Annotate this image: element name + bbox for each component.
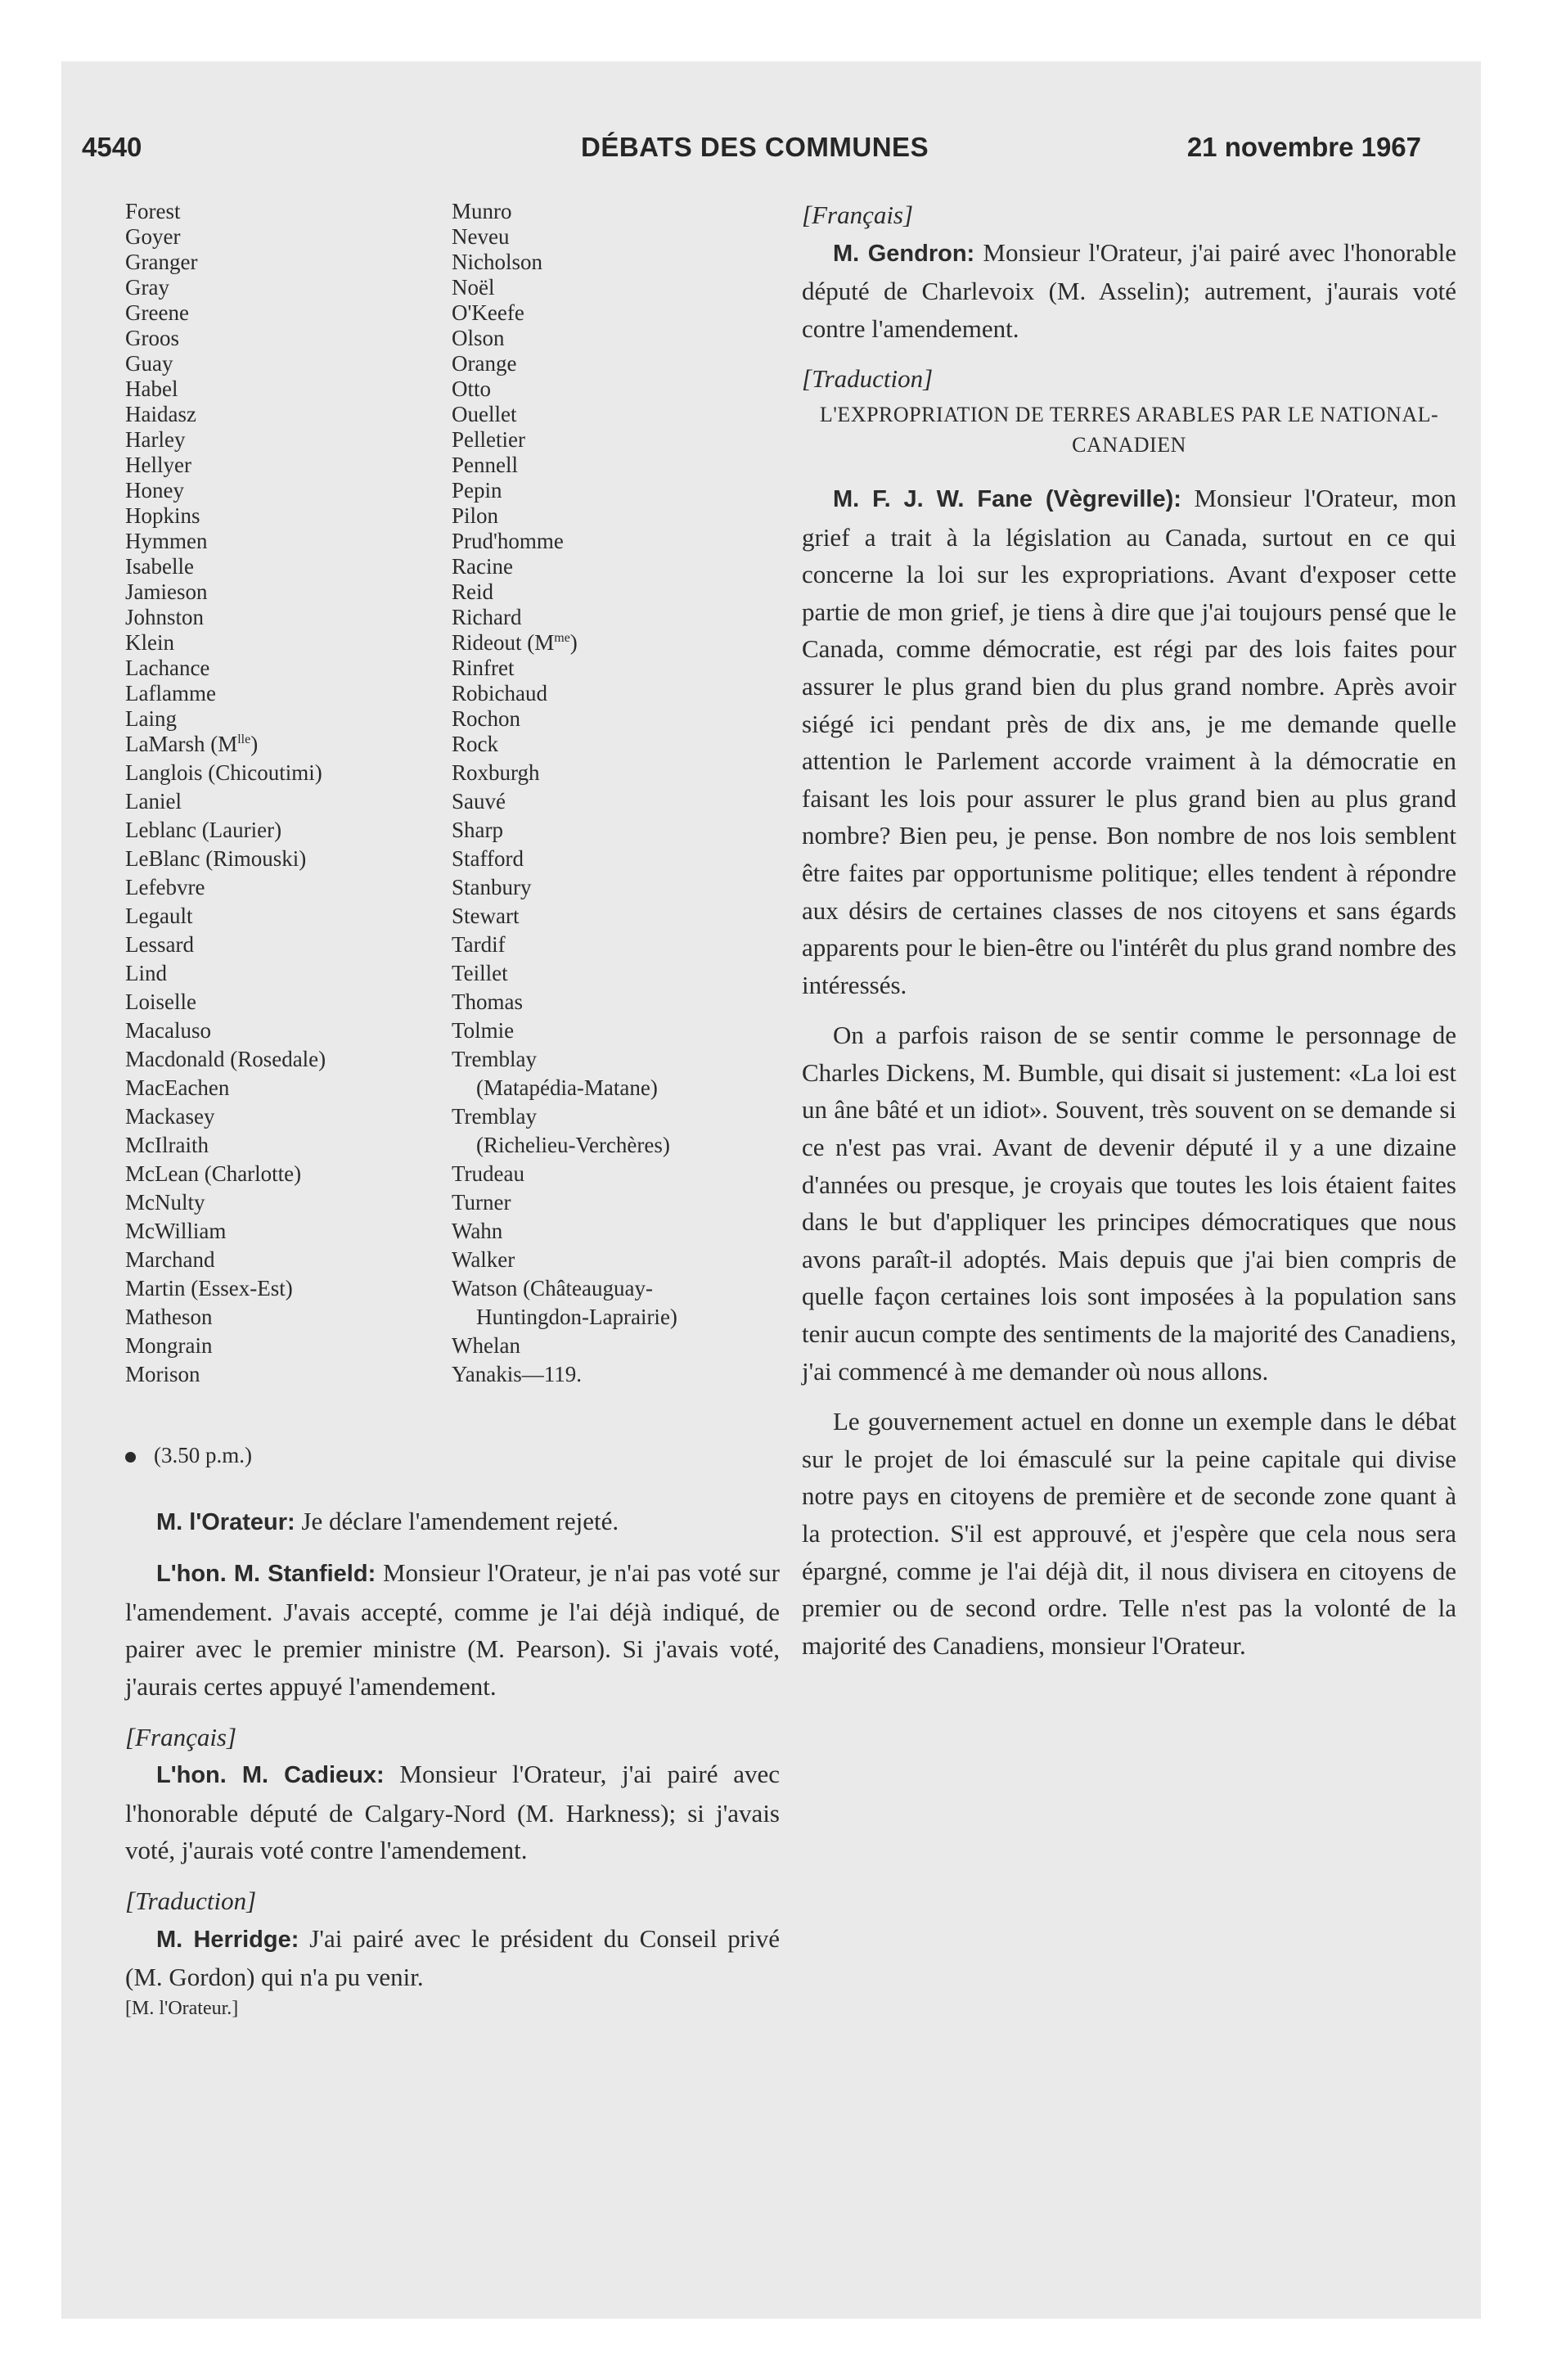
bullet-icon — [125, 1452, 136, 1463]
member-name: Gray — [125, 275, 169, 300]
member-name: Wahn — [452, 1219, 503, 1243]
member-name: Hellyer — [125, 453, 191, 477]
member-name: Rideout $(M^{me})$ — [452, 630, 578, 655]
member-name: Walker — [452, 1247, 515, 1272]
member-name: Trudeau — [452, 1161, 525, 1186]
member-name: Robichaud — [452, 681, 547, 705]
vote-list-left — [125, 199, 326, 1391]
paragraph: M. F. J. W. Fane (Vègreville): Monsieur l'Orateur, mon grief a trait à la législation au Canada, surtout en ce qui concerne la loi sur les expropriations. Avant d'exposer cette partie de mon grief, je tiens à dire que j'ai toujours pensé que le Canada, comme démocratie, est régi par des lois faites pour assurer le plus grand bien du plus grand nombre. Après avoir siégé ici pendant près de dix ans, je me demande quelle attention le Parlement accorde vraiment à la démocratie en faisant les lois pour assurer le plus grand bien au plus grand nombre? Bien peu, je pense. Bon nombre de nos lois semblent être faites par opportunisme politique; elles tendent à répondre aux désirs de certaines classes de nos citoyens et sans égards apparents pour le bien-être ou l'intérêt du plus grand nombre des intéressés. — [802, 483, 1456, 999]
member-name: Tremblay — [452, 1047, 538, 1071]
member-name: Lessard — [125, 932, 194, 957]
paragraph: M. l'Orateur: Je déclare l'amendement rejeté. — [156, 1506, 619, 1535]
member-name: Goyer — [125, 224, 181, 249]
language-tag: [Traduction] — [125, 1886, 257, 1915]
debate-column-right — [802, 196, 1456, 1664]
member-name: Laniel — [125, 789, 182, 814]
member-name: Turner — [452, 1190, 511, 1215]
member-name: Lefebvre — [125, 875, 205, 899]
member-name: Noël — [452, 275, 495, 300]
member-name: Pilon — [452, 503, 499, 528]
member-name: McLean (Charlotte) — [125, 1161, 302, 1186]
member-name: Prud'homme — [452, 529, 564, 553]
member-name: LaMarsh $(M^{lle})$ — [125, 732, 259, 756]
section-heading: L'EXPROPRIATION DE TERRES ARABLES PAR LE NATIONAL-CANADIEN — [819, 402, 1439, 457]
speaker-name: M. Herridge: — [156, 1926, 299, 1953]
member-name: LeBlanc (Rimouski) — [125, 846, 307, 871]
member-name: Langlois (Chicoutimi) — [125, 760, 322, 785]
debate-column-left — [125, 1437, 780, 2021]
member-name: Honey — [125, 478, 184, 503]
member-name: Watson (Châteauguay- — [452, 1276, 653, 1300]
paragraph: L'hon. M. Cadieux: Monsieur l'Orateur, j'ai pairé avec l'honorable député de Calgary-Nord (M. Harkness); si j'avais voté, j'aurais voté contre l'amendement. — [125, 1760, 780, 1865]
member-name: Roxburgh — [452, 760, 540, 785]
member-name: Macaluso — [125, 1018, 211, 1043]
speaker-footer: [M. l'Orateur.] — [125, 1997, 239, 2019]
member-name: Reid — [452, 579, 493, 604]
member-name: Pennell — [452, 453, 518, 477]
member-name: Sauvé — [452, 789, 506, 814]
member-name: Hymmen — [125, 529, 208, 553]
member-name: Mackasey — [125, 1104, 215, 1129]
member-name: Hopkins — [125, 503, 200, 528]
paragraph: Le gouvernement actuel en donne un exemple dans le débat sur le projet de loi émasculé sur la peine capitale qui divise notre pays en citoyens de première et de seconde zone quant à la protection. S'il est approuvé, et j'espère que cela nous sera épargné, comme je l'ai déjà dit, il nous divisera en citoyens de premier ou de second ordre. Telle n'est pas la volonté de la majorité des Canadiens, monsieur l'Orateur. — [802, 1407, 1456, 1660]
member-name: Yanakis—119. — [452, 1362, 583, 1386]
member-name: Laflamme — [125, 681, 216, 705]
member-name: O'Keefe — [452, 300, 524, 325]
member-name: Stewart — [452, 904, 520, 928]
member-name: Loiselle — [125, 989, 196, 1014]
member-name: Greene — [125, 300, 189, 325]
member-name: Munro — [452, 199, 512, 223]
member-name: Nicholson — [452, 250, 542, 274]
paragraph: L'hon. M. Stanfield: Monsieur l'Orateur, je n'ai pas voté sur l'amendement. J'avais accepté, comme je l'ai déjà indiqué, de pairer avec le premier ministre (M. Pearson). Si j'avais voté, j'aurais certes appuyé l'amendement. — [125, 1558, 780, 1701]
paragraph: M. Gendron: Monsieur l'Orateur, j'ai pairé avec l'honorable député de Charlevoix (M. Asselin); autrement, j'aurais voté contre l'amendement. — [802, 237, 1456, 343]
member-name: Morison — [125, 1362, 200, 1386]
member-name: (Matapédia-Matane) — [476, 1075, 658, 1100]
member-name: Olson — [452, 326, 505, 350]
member-name: Orange — [452, 351, 517, 376]
member-name: Macdonald (Rosedale) — [125, 1047, 326, 1071]
member-name: Rock — [452, 732, 498, 756]
page-date: 21 novembre 1967 — [1186, 132, 1421, 162]
member-name: Martin (Essex-Est) — [125, 1276, 293, 1300]
member-name: Pelletier — [452, 427, 525, 452]
member-name: Thomas — [452, 989, 523, 1014]
member-name: Stafford — [452, 846, 524, 871]
member-name: Klein — [125, 630, 174, 655]
language-tag: [Traduction] — [802, 364, 934, 394]
member-name: Lachance — [125, 656, 210, 680]
member-name: Richard — [452, 605, 522, 629]
vote-list-right — [452, 199, 677, 1391]
member-name: Legault — [125, 904, 193, 928]
member-name: Sharp — [452, 818, 503, 842]
member-name: Marchand — [125, 1247, 215, 1272]
speaker-name: L'hon. M. Stanfield: — [156, 1561, 376, 1588]
time-text: (3.50 p.m.) — [154, 1443, 252, 1467]
member-name: Leblanc (Laurier) — [125, 818, 282, 842]
member-name: (Richelieu-Verchères) — [476, 1133, 670, 1157]
member-name: Rochon — [452, 706, 520, 731]
member-name: Tardif — [452, 932, 506, 957]
member-name: Tolmie — [452, 1018, 515, 1043]
member-name: Laing — [125, 706, 177, 731]
member-name: McWilliam — [125, 1219, 227, 1243]
member-name: Huntingdon-Laprairie) — [476, 1305, 677, 1329]
member-name: Pepin — [452, 478, 502, 503]
paragraph: On a parfois raison de se sentir comme le personnage de Charles Dickens, M. Bumble, qui disait si justement: «La loi est un âne bâté et un idiot». Souvent, très souvent on se demande si ce n'est pas vrai. Avant de devenir député il y a une dizaine d'années ou presque, je croyais que toutes les lois étaient faites dans le but d'appliquer les principes démocratiques que nous avons paraît-il adoptés. Mais depuis que j'ai bien compris de quelle façon certaines lois sont imposées à la population sans tenir aucun compte des sentiments de la majorité des Canadiens, j'ai commencé à me demander où nous allons. — [802, 1021, 1456, 1386]
member-name: Guay — [125, 351, 173, 376]
member-name: Otto — [452, 376, 492, 401]
member-name: MacEachen — [125, 1075, 230, 1100]
member-name: Johnston — [125, 605, 205, 629]
member-name: Habel — [125, 376, 178, 401]
paragraph: M. Herridge: J'ai pairé avec le président du Conseil privé (M. Gordon) qui n'a pu venir. — [125, 1923, 780, 1992]
member-name: Teillet — [452, 961, 508, 985]
member-name: Isabelle — [125, 554, 194, 579]
page-number: 4540 — [82, 132, 142, 162]
member-name: McIlraith — [125, 1133, 209, 1157]
member-name: Harley — [125, 427, 186, 452]
member-name: Forest — [125, 199, 181, 223]
time-marker — [125, 1437, 780, 1475]
member-name: Tremblay — [452, 1104, 538, 1129]
member-name: Neveu — [452, 224, 510, 249]
member-name: Stanbury — [452, 875, 532, 899]
member-name: Groos — [125, 326, 179, 350]
speaker-name: M. Gendron: — [833, 240, 975, 267]
member-name: Matheson — [125, 1305, 213, 1329]
member-name: Lind — [125, 961, 167, 985]
member-name: Mongrain — [125, 1333, 213, 1358]
language-tag: [Français] — [125, 1722, 237, 1751]
member-name: Whelan — [452, 1333, 520, 1358]
member-name: Granger — [125, 250, 198, 274]
speaker-name: M. l'Orateur: — [156, 1508, 295, 1535]
speaker-name: M. F. J. W. Fane (Vègreville): — [833, 485, 1181, 512]
member-name: Rinfret — [452, 656, 515, 680]
member-name: Jamieson — [125, 579, 208, 604]
member-name: Racine — [452, 554, 513, 579]
running-title: DÉBATS DES COMMUNES — [581, 132, 929, 162]
language-tag: [Français] — [802, 201, 914, 229]
member-name: Ouellet — [452, 402, 517, 426]
member-name: Haidasz — [125, 402, 196, 426]
speaker-name: L'hon. M. Cadieux: — [156, 1762, 385, 1789]
member-name: McNulty — [125, 1190, 205, 1215]
